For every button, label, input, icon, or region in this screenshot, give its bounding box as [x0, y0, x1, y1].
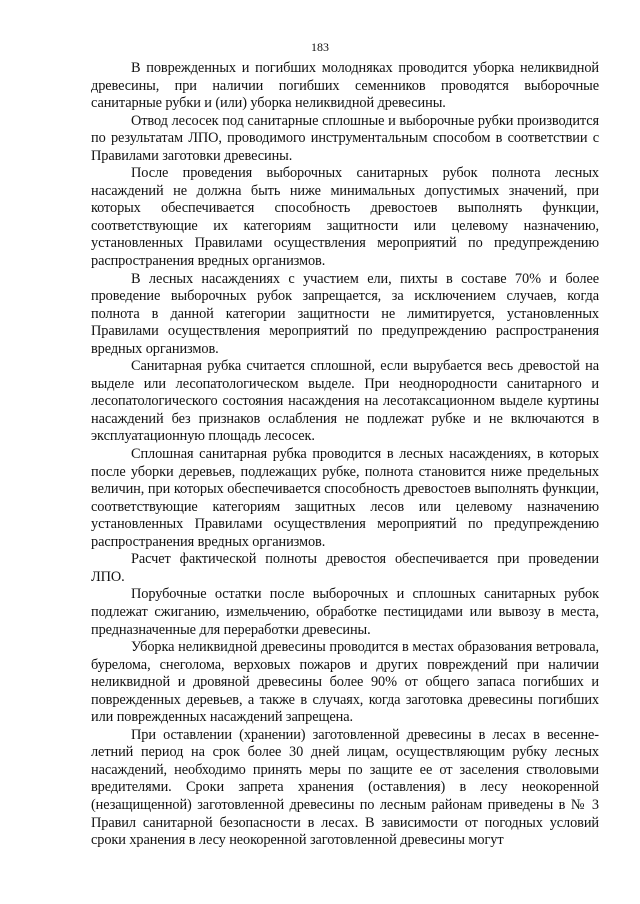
paragraph: После проведения выборочных санитарных рубок полнота лесных насаждений не должна быть ниже минимальных допустимых значений, при которых обеспечивается способность древостоев выполнять функции, соответствующие их категориям защитности или целевому назначению, установленных Правилами осуществления мероприятий по предупреждению распространения вредных организмов. [91, 165, 599, 270]
paragraph: При оставлении (хранении) заготовленной древесины в лесах в весенне-летний период на срок более 30 дней лицам, осуществляющим рубку лесных насаждений, необходимо принять меры по защите ее от заселения стволовыми вредителями. Сроки запрета хранения (оставления) в лесу неокоренной (незащищенной) заготовленной древесины по лесным районам приведены в № 3 Правил санитарной безопасности в лесах. В зависимости от погодных условий сроки хранения в лесу неокоренной заготовленной древесины могут [91, 726, 599, 849]
paragraph: Сплошная санитарная рубка проводится в лесных насаждениях, в которых после уборки деревьев, подлежащих рубке, полнота становится ниже предельных величин, при которых обеспечивается способность древостоев выполнять функции, соответствующие категориям защитных лесов или целевому назначению установленных Правилами осуществления мероприятий по предупреждению распространения вредных организмов. [91, 446, 599, 550]
paragraph: В лесных насаждениях с участием ели, пихты в составе 70% и более проведение выборочных рубок запрещается, за исключением случаев, когда полнота в данной категории защитности не лимитируется, установленных Правилами осуществления мероприятий по предупреждению распространения вредных организмов. [91, 270, 599, 357]
paragraph: Санитарная рубка считается сплошной, если вырубается весь древостой на выделе или лесопатологическом выделе. При неоднородности санитарного и лесопатологического состояния насаждения на лесотаксационном выделе куртины насаждений без признаков ослабления не подлежат рубке и не включаются в эксплуатационную площадь лесосек. [91, 358, 599, 445]
body-text [91, 60, 599, 850]
paragraph: Расчет фактической полноты древостоя обеспечивается при проведении ЛПО. [91, 551, 599, 585]
page-number: 183 [311, 40, 329, 54]
paragraph: Уборка неликвидной древесины проводится в местах образования ветровала, бурелома, снеголома, верховых пожаров и других повреждений при наличии неликвидной и дровяной древесины более 90% от общего запаса погибших и поврежденных деревьев, а также в случаях, когда заготовка древесины погибших или поврежденных насаждений запрещена. [91, 639, 599, 726]
paragraph: В поврежденных и погибших молодняках проводится уборка неликвидной древесины, при наличии погибших семенников проводятся выборочные санитарные рубки и (или) уборка неликвидной древесины. [91, 60, 599, 112]
paragraph: Порубочные остатки после выборочных и сплошных санитарных рубок подлежат сжиганию, измельчению, обработке пестицидами или вывозу в места, предназначенные для переработки древесины. [91, 586, 599, 638]
paragraph: Отвод лесосек под санитарные сплошные и выборочные рубки производится по результатам ЛПО, проводимого инструментальным способом в соответствии с Правилами заготовки древесины. [91, 112, 599, 164]
